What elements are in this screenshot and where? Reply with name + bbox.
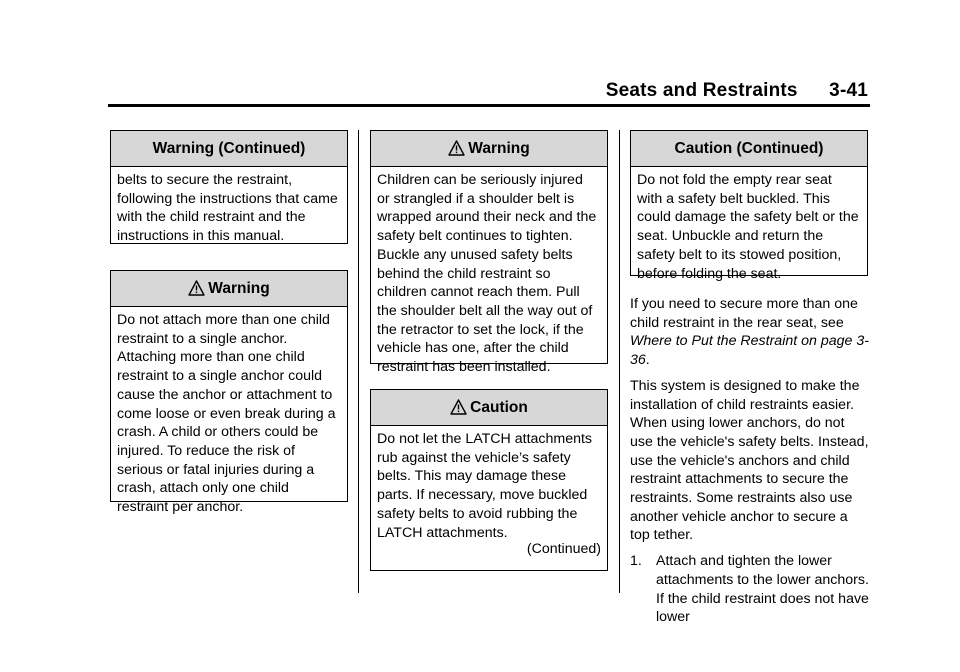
box-title: Warning [468,140,530,157]
column-divider [358,130,359,593]
warning-triangle-icon [448,134,465,170]
cross-reference-link[interactable]: Where to Put the Restraint on page 3-36 [630,333,869,369]
paragraph: This system is designed to make the installation of child restraints easier. When using lower anchors, do not use the vehicle's safety belts. Instead, use the vehicle's anchors and child restraint attachments to secure the restraints. Some restraints also use another vehicle anchor to secure a top tether. [630,377,869,544]
box-text: Do not attach more than one child restraint to a single anchor. Attaching more than one child restraint to a single anchor could cause the anchor or attachment to come loose or even break during a crash. A child or others could be injured. To reduce the risk of serious or fatal injuries during a crash, attach only one child restraint per anchor. [117,312,336,516]
box-body [371,426,607,542]
box-text: Children can be seriously injured or strangled if a shoulder belt is wrapped around their neck and the safety belt continues to tighten. Buckle any unused safety belts behind the child restraint so children cannot reach them. Pull the shoulder belt all the way out of the retractor to set the lock, if the vehicle has one, after the child restraint has been installed. [377,172,597,376]
box-text: Do not let the LATCH attachments rub against the vehicle’s safety belts. This may damage these parts. If necessary, move buckled safety belts to avoid rubbing the LATCH attachments. [377,431,593,541]
paragraph-text: . [645,352,650,369]
box-title: Caution (Continued) [631,131,867,167]
warning-triangle-icon [450,393,467,429]
box-body [111,307,347,523]
warning-triangle-icon [188,274,205,310]
box-body [111,167,347,252]
box-title: Caution [470,399,528,416]
warning-box [110,270,348,516]
column-divider [619,130,620,593]
caution-box [370,389,608,571]
caution-continued-box [630,130,868,282]
box-title: Warning (Continued) [111,131,347,167]
warning-box [370,130,608,376]
step-text: Attach and tighten the lower attachments to the lower anchors. If the child restraint does not have lower [656,553,869,626]
header-rule [108,104,870,107]
box-text: belts to secure the restraint, following the instructions that came with the child restraint and the instructions in this manual. [117,172,338,245]
page-number: 3-41 [829,80,868,101]
box-header [371,390,607,426]
step-item [630,552,870,627]
box-header [371,131,607,167]
body-text [630,295,870,634]
page-header [606,80,868,102]
paragraph-text: If you need to secure more than one child restraint in the rear seat, see [630,296,858,331]
section-title: Seats and Restraints [605,80,798,101]
box-title: Warning [208,280,270,297]
paragraph [630,295,870,370]
box-header [111,271,347,307]
step-number: 1. [630,553,642,570]
box-text: Do not fold the empty rear seat with a safety belt buckled. This could damage the safety belt or the seat. Unbuckle and return the safety belt to its stowed position, before folding the seat. [637,172,859,282]
continued-label: (Continued) [526,541,601,558]
box-body [631,167,867,289]
box-body [371,167,607,383]
warning-continued-box [110,130,348,244]
